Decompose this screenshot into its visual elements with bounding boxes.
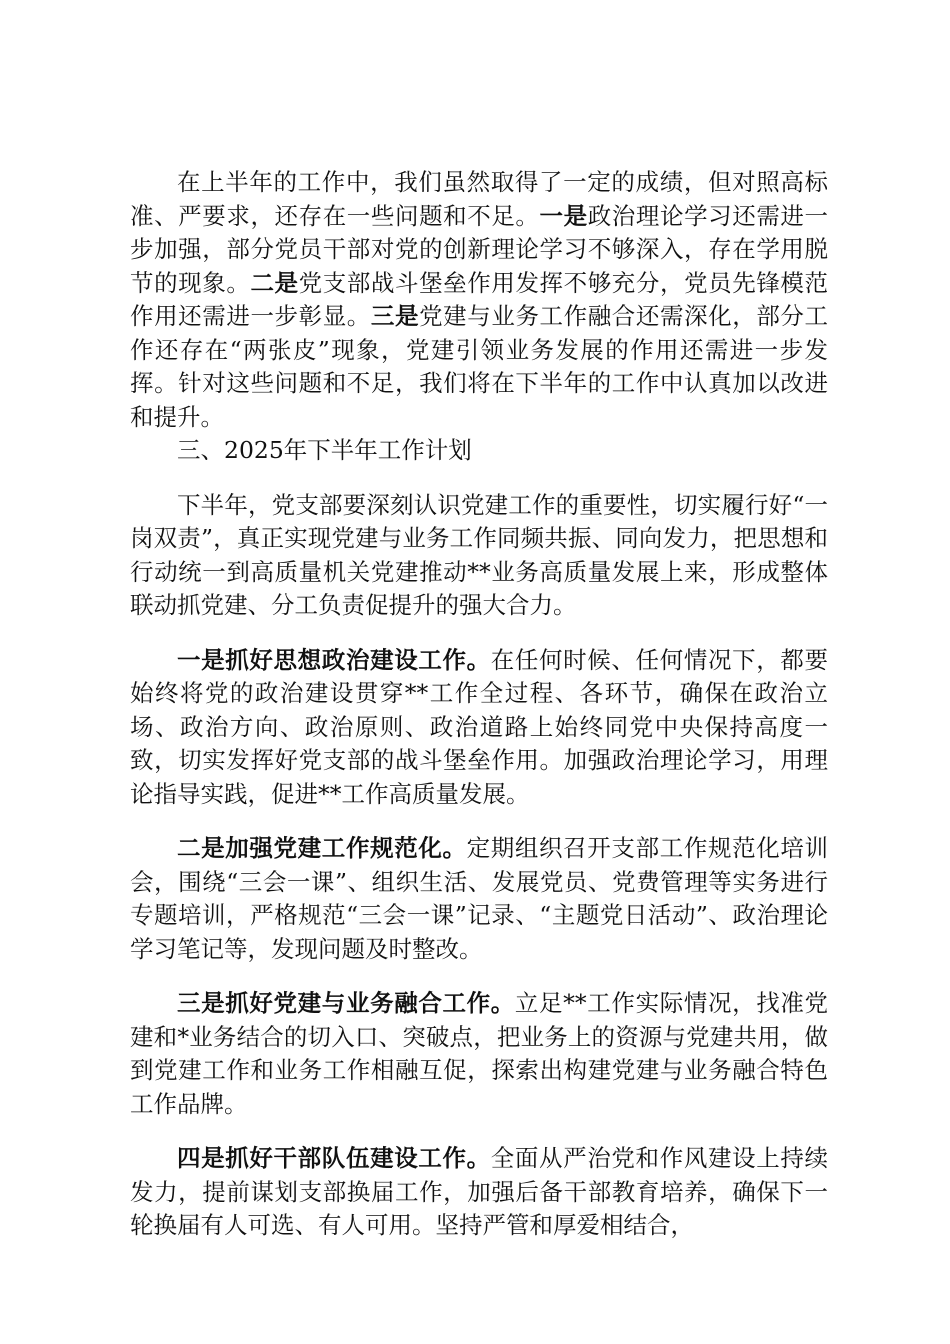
paragraph-text: 全面从严治党和作风建设上持续发力，提前谋划支部换届工作，加强后备干部教育培养，确保下一轮换届有人可选、有人可用。坚持严管和厚爱相结合， [130,1144,828,1239]
bold-marker: 三是 [370,302,420,330]
bold-marker: 一是 [539,201,588,230]
paragraph-shortcomings [130,166,828,434]
section-heading: 三、2025年下半年工作计划 [177,436,472,464]
paragraph-text: 立足**工作实际情况，找准党建和*业务结合的切入口、突破点，把业务上的资源与党建共用，做到党建工作和业务工作相融互促，探索出构建党建与业务融合特色工作品牌。 [130,989,829,1118]
paragraph-item-1 [130,644,828,812]
paragraph-text: 在任何时候、任何情况下，都要始终将党的政治建设贯穿**工作全过程、各环节，确保在政治立场、政治方向、政治原则、政治道路上始终同党中央保持高度一致，切实发挥好党支部的战斗堡垒作用。加强政治理论学习，用理论指导实践，促进**工作高质量发展。 [130,645,828,808]
item-title: 三是抓好党建与业务融合工作。 [177,989,515,1017]
paragraph-item-2 [130,832,828,966]
paragraph-item-3 [130,987,828,1121]
paragraph-text: 党建与业务工作融合还需深化，部分工作还存在“两张皮”现象，党建引领业务发展的作用还需进一步发挥。针对这些问题和不足，我们将在下半年的工作中认真加以改进和提升。 [130,302,829,431]
paragraph-text: 在上半年的工作中，我们虽然取得了一定的成绩，但对照高标准、严要求，还存在一些问题和不足。 [130,168,828,230]
paragraph-text: 定期组织召开支部工作规范化培训会，围绕“三会一课”、组织生活、发展党员、党费管理等实务进行专题培训，严格规范“三会一课”记录、“主题党日活动”、政治理论学习笔记等，发现问题及时整改。 [130,834,829,963]
paragraph-text: 政治理论学习还需进一步加强，部分党员干部对党的创新理论学习不够深入，存在学用脱节的现象。 [130,201,829,297]
document-page [130,166,828,1243]
paragraph-item-4 [130,1142,828,1243]
paragraph-plan-intro: 下半年，党支部要深刻认识党建工作的重要性，切实履行好“一岗双责”，真正实现党建与业务工作同频共振、同向发力，把思想和行动统一到高质量机关党建推动**业务高质量发展上来，形成整体联动抓党建、分工负责促提升的强大合力。 [130,490,828,619]
item-title: 二是加强党建工作规范化。 [177,834,467,862]
paragraph-text: 党支部战斗堡垒作用发挥不够充分，党员先锋模范作用还需进一步彰显。 [130,268,829,330]
bold-marker: 二是 [250,268,299,297]
item-title: 一是抓好思想政治建设工作。 [177,645,491,674]
item-title: 四是抓好干部队伍建设工作。 [177,1144,491,1172]
